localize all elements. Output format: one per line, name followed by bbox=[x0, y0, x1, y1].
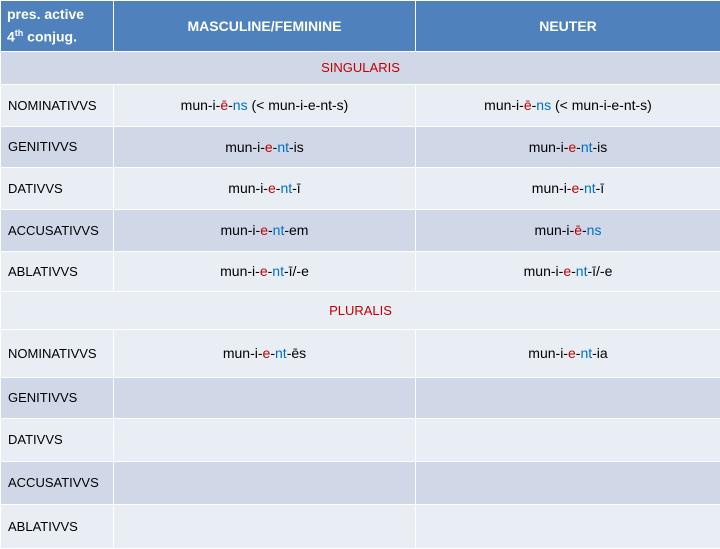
form-segment: -ia bbox=[592, 345, 608, 361]
form-segment: - bbox=[276, 180, 281, 196]
masc-fem-form bbox=[114, 377, 416, 418]
case-label: ABLATIVVS bbox=[1, 504, 114, 548]
form-segment: mun-i- bbox=[535, 222, 575, 238]
header-row bbox=[1, 1, 720, 52]
form-segment: nt bbox=[277, 139, 289, 155]
form-segment: - bbox=[532, 97, 537, 113]
table-row bbox=[1, 251, 720, 291]
form-segment: ns bbox=[587, 222, 602, 238]
masc-fem-form bbox=[114, 418, 416, 461]
form-segment: mun-i- bbox=[529, 139, 569, 155]
form-segment: - bbox=[268, 222, 273, 238]
form-segment: mun-i- bbox=[528, 345, 568, 361]
neuter-form bbox=[416, 504, 720, 548]
form-segment: e bbox=[571, 180, 579, 196]
table-row bbox=[1, 461, 720, 504]
form-segment: e bbox=[265, 139, 273, 155]
form-segment: - bbox=[576, 345, 581, 361]
case-label: NOMINATIVVS bbox=[1, 84, 114, 126]
table-row bbox=[1, 84, 720, 126]
section-row-singularis bbox=[1, 51, 720, 84]
masc-fem-form bbox=[114, 461, 416, 504]
form-segment: -ēs bbox=[287, 345, 306, 361]
corner-line2b: conjug. bbox=[23, 29, 77, 45]
neuter-form bbox=[416, 251, 720, 291]
case-label: NOMINATIVVS bbox=[1, 329, 114, 377]
form-segment: - bbox=[571, 263, 576, 279]
form-segment: e bbox=[260, 263, 268, 279]
masc-fem-form bbox=[114, 329, 416, 377]
form-segment: (< mun-i-e-nt-s) bbox=[248, 97, 349, 113]
form-segment: -ī bbox=[292, 180, 301, 196]
case-label: DATIVVS bbox=[1, 167, 114, 209]
form-segment: -ī bbox=[596, 180, 605, 196]
case-label: ACCUSATIVVS bbox=[1, 461, 114, 504]
form-segment: nt bbox=[273, 222, 285, 238]
form-segment: mun-i- bbox=[223, 345, 263, 361]
corner-sup: th bbox=[15, 28, 24, 38]
neuter-form bbox=[416, 209, 720, 251]
masc-fem-header: MASCULINE/FEMININE bbox=[114, 1, 416, 52]
form-segment: nt bbox=[580, 345, 592, 361]
form-segment: e bbox=[568, 139, 576, 155]
form-segment: nt bbox=[272, 263, 284, 279]
form-segment: -ī/-e bbox=[284, 263, 309, 279]
singularis-rows bbox=[1, 84, 720, 291]
neuter-form bbox=[416, 167, 720, 209]
form-segment: - bbox=[268, 263, 273, 279]
masc-fem-form bbox=[114, 167, 416, 209]
corner-line2a: 4 bbox=[7, 29, 15, 45]
case-label: ABLATIVVS bbox=[1, 251, 114, 291]
table-row bbox=[1, 504, 720, 548]
table-row bbox=[1, 167, 720, 209]
masc-fem-form bbox=[114, 84, 416, 126]
form-segment: -ī/-e bbox=[587, 263, 612, 279]
form-segment: mun-i- bbox=[524, 263, 564, 279]
form-segment: - bbox=[576, 139, 581, 155]
form-segment: nt bbox=[576, 263, 588, 279]
form-segment: - bbox=[582, 222, 587, 238]
form-segment: -is bbox=[289, 139, 304, 155]
neuter-form bbox=[416, 418, 720, 461]
form-segment: mun-i- bbox=[220, 263, 260, 279]
table-row bbox=[1, 126, 720, 167]
masc-fem-form bbox=[114, 251, 416, 291]
form-segment: mun-i- bbox=[225, 139, 265, 155]
form-segment: nt bbox=[584, 180, 596, 196]
form-segment: nt bbox=[581, 139, 593, 155]
form-segment: mun-i- bbox=[181, 97, 221, 113]
section-title-singularis: SINGULARIS bbox=[1, 51, 720, 84]
neuter-form bbox=[416, 461, 720, 504]
section-title-pluralis: PLURALIS bbox=[1, 291, 720, 329]
form-segment: e bbox=[563, 263, 571, 279]
form-segment: e bbox=[268, 180, 276, 196]
form-segment: mun-i- bbox=[228, 180, 268, 196]
neuter-form bbox=[416, 84, 720, 126]
form-segment: ē bbox=[574, 222, 582, 238]
form-segment: e bbox=[568, 345, 576, 361]
masc-fem-form bbox=[114, 504, 416, 548]
form-segment: ns bbox=[536, 97, 551, 113]
tense-conjugation-header bbox=[1, 1, 114, 52]
case-label: ACCUSATIVVS bbox=[1, 209, 114, 251]
case-label: DATIVVS bbox=[1, 418, 114, 461]
case-label: GENITIVVS bbox=[1, 377, 114, 418]
pluralis-rows bbox=[1, 329, 720, 548]
form-segment: (< mun-i-e-nt-s) bbox=[551, 97, 652, 113]
form-segment: mun-i- bbox=[484, 97, 524, 113]
form-segment: mun-i- bbox=[532, 180, 572, 196]
neuter-form bbox=[416, 126, 720, 167]
masc-fem-form bbox=[114, 209, 416, 251]
form-segment: mun-i- bbox=[221, 222, 261, 238]
form-segment: ē bbox=[524, 97, 532, 113]
form-segment: ns bbox=[233, 97, 248, 113]
neuter-form bbox=[416, 377, 720, 418]
form-segment: -is bbox=[593, 139, 608, 155]
form-segment: e bbox=[260, 222, 268, 238]
neuter-form bbox=[416, 329, 720, 377]
form-segment: - bbox=[228, 97, 233, 113]
table-row bbox=[1, 377, 720, 418]
form-segment: ē bbox=[220, 97, 228, 113]
form-segment: - bbox=[270, 345, 275, 361]
table-row bbox=[1, 418, 720, 461]
form-segment: nt bbox=[280, 180, 292, 196]
case-label: GENITIVVS bbox=[1, 126, 114, 167]
form-segment: e bbox=[263, 345, 271, 361]
table-row bbox=[1, 329, 720, 377]
form-segment: - bbox=[273, 139, 278, 155]
form-segment: -em bbox=[284, 222, 308, 238]
neuter-header: NEUTER bbox=[416, 1, 720, 52]
table-row bbox=[1, 209, 720, 251]
corner-line1: pres. active bbox=[7, 6, 84, 22]
section-row-pluralis bbox=[1, 291, 720, 329]
masc-fem-form bbox=[114, 126, 416, 167]
form-segment: nt bbox=[275, 345, 287, 361]
form-segment: - bbox=[579, 180, 584, 196]
